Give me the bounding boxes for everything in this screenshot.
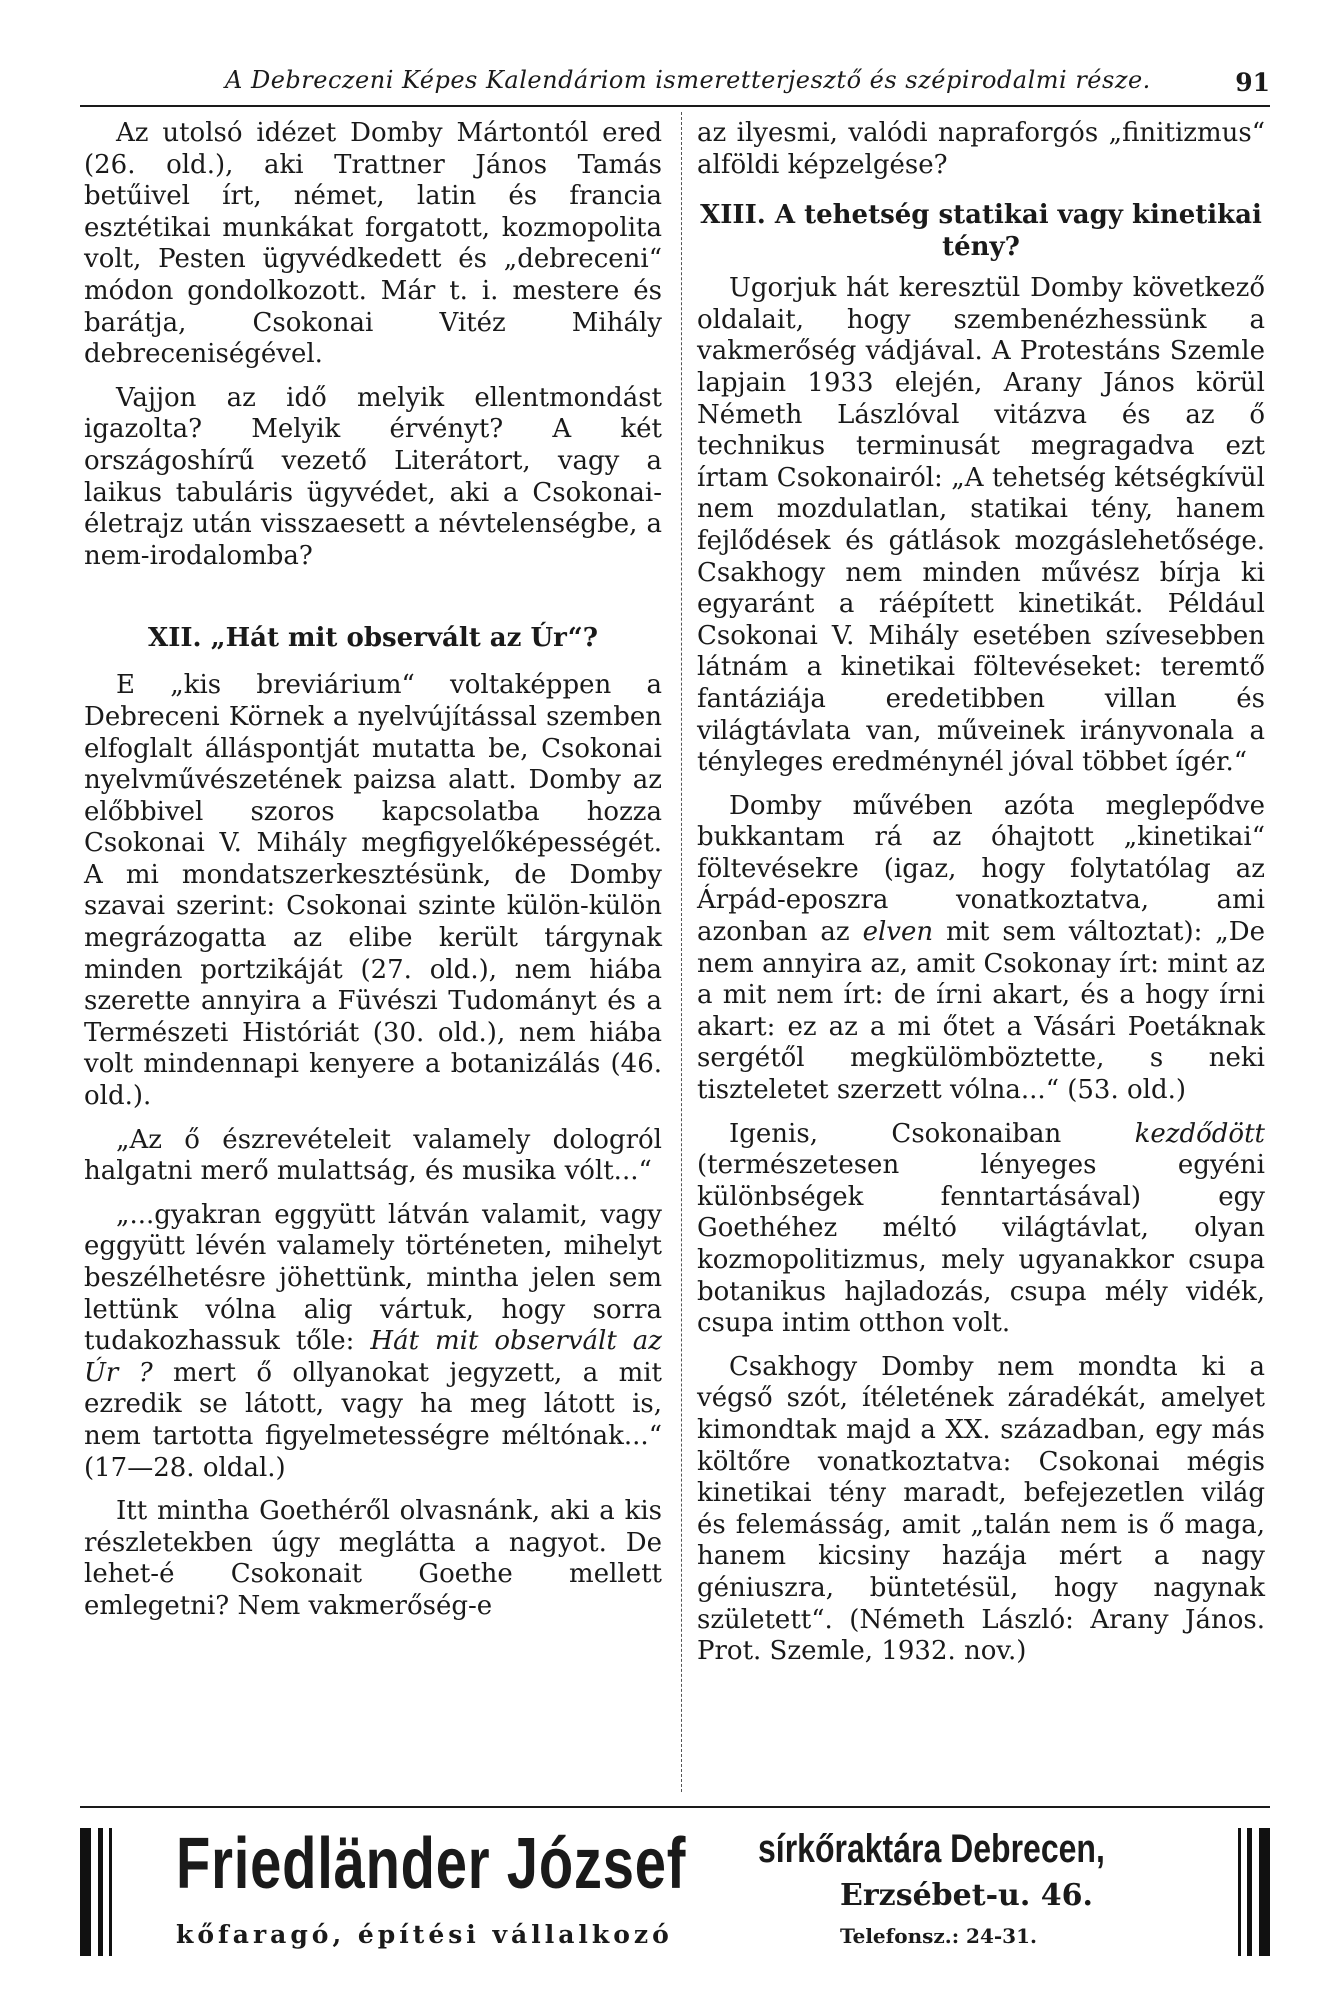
quote-text: mert ő ollyanokat jegyzett, a mit ezredik se látott, vagy ha meg látott is, nem tartotta figyelmetességre méltónak...“ (17—28. oldal.) <box>84 1357 662 1483</box>
paragraph: az ilyesmi, valódi napraforgós „finitizmus“ alföldi képzelgése? <box>697 118 1265 180</box>
quote-paragraph <box>84 1200 662 1484</box>
paragraph: Csakhogy Domby nem mondta ki a végső szót, ítéletének záradékát, amelyet kimondtak majd a XX. században, egy más költőre vonatkoztatva: Csokonai mégis kinetikai tény maradt, befejezetlen világ és felemásság, amit „talán nem is ő maga, hanem kicsiny hazája mért a nagy géniuszra, büntetésül, hogy nagynak született“. (Németh László: Arany János. Prot. Szemle, 1932. nov.) <box>697 1351 1265 1667</box>
advertiser-trade: kőfaragó, építési vállalkozó <box>176 1920 673 1949</box>
paragraph <box>697 791 1265 1107</box>
header-title: A Debreczeni Képes Kalendáriom ismeretterjesztő és szépirodalmi része. <box>225 66 1151 94</box>
paragraph <box>697 1119 1265 1340</box>
advertiser-address: Erzsébet-u. 46. <box>840 1878 1093 1913</box>
quote-text: „...gyakran eggyütt látván valamit, vagy eggyütt lévén valamely történeten, mihelyt beszélhetésre jöhettünk, mintha jelen sem lettünk vólna alig vártuk, hogy sorra tudakozhassuk tőle: <box>84 1199 662 1357</box>
section-heading-xiii: XIII. A tehetség statikai vagy kinetikai tény? <box>700 200 1262 263</box>
quote-emphasis: Hát mit observált az Úr ? <box>84 1326 662 1388</box>
paragraph: E „kis breviárium“ voltaképpen a Debreceni Körnek a nyelvújítással szemben elfoglalt álláspontját mutatta be, Csokonai nyelvművészetének paizsa alatt. Domby az előbbivel szoros kapcsolatba hozza Csokonai V. Mihály megfigyelőképességét. A mi mondatszerkesztésünk, de Domby szavai szerint: Csokonai szinte külön-külön megrázogatta az elibe került tárgynak minden portzikáját (27. old.), nem hiába szerette annyira a Füvészi Tudományt és a Természeti Históriát (30. old.), nem hiába volt mindennapi kenyere a botanizálás (46. old.). <box>84 670 662 1112</box>
advertiser-phone: Telefonsz.: 24-31. <box>840 1924 1037 1948</box>
paragraph: Vajjon az idő melyik ellentmondást igazolta? Melyik érvényt? A két országoshírű vezető Literátort, vagy a laikus tabuláris ügyvédet, aki a Csokonai-életrajz után visszaesett a névtelenségbe, a nem-irodalomba? <box>84 382 662 571</box>
advertiser-name: Friedländer József <box>176 1824 687 1904</box>
header-rule <box>80 105 1270 107</box>
paragraph: Az utolsó idézet Domby Mártontól ered (26. old.), aki Trattner János Tamás betűivel írt, német, latin és francia esztétikai munkákat forgatott, kozmopolita volt, Pesten ügyvédkedett és „debreceni“ módon gondolkozott. Már t. i. mestere és barátja, Csokonai Vitéz Mihály debreceniségével. <box>84 118 662 370</box>
decorative-bar <box>98 1828 103 1956</box>
advertiser-shop: sírkőraktára Debrecen, <box>758 1827 1105 1871</box>
paragraph-text: Domby művében azóta meglepődve bukkantam rá az óhajtott „kinetikai“ föltevésekre (igaz, hogy folytatólag az Árpád-eposzra vonatkoztatva, ami azonban az <box>697 790 1265 948</box>
paragraph-text: mit sem változtat): „De nem annyira az, amit Csokonay írt: mint az a mit nem írt: de írni akart, és a hogy írni akart: ez az a mi őtet a Vásári Poetáknak sergétől megkülömböztette, s neki tiszteletet szerzett vólna...“ (53. old.) <box>697 917 1265 1106</box>
decorative-bar <box>80 1828 91 1956</box>
advertisement <box>80 1816 1270 1974</box>
left-column <box>84 118 662 1623</box>
emphasis: elven <box>862 917 934 948</box>
paragraph-text: (természetesen lényeges egyéni különbségek fenntartásával) egy Goethéhez méltó világtávlat, olyan kozmopolitizmus, mely ugyanakkor csupa botanikus hajladozás, csupa mély vidék, csupa intim otthon volt. <box>697 1150 1265 1339</box>
decorative-bar <box>1238 1828 1241 1956</box>
decorative-bar <box>109 1828 112 1956</box>
paragraph: Ugorjuk hát keresztül Domby következő oldalait, hogy szembenézhessünk a vakmerőség vádjával. A Protestáns Szemle lapjain 1933 elején, Arany János körül Németh Lászlóval vitázva és az ő technikus terminusát megragadva ezt írtam Csokonairól: „A tehetség kétségkívül nem mozdulatlan, statikai tény, hanem fejlődések és gátlások mozgáslehetősége. Csakhogy nem minden művész bírja ki egyaránt a ráépített kinetikát. Például Csokonai V. Mihály esetében szívesebben látnám a kinetikai föltevéseket: teremtő fantáziája eredetibben villan és világtávlata van, műveinek irányvonala a tényleges eredménynél jóval többet ígér.“ <box>697 273 1265 778</box>
decorative-bar <box>1259 1828 1270 1956</box>
section-gap <box>84 584 662 622</box>
advertisement-rule <box>80 1806 1270 1808</box>
section-heading-xii: XII. „Hát mit observált az Úr“? <box>148 623 598 654</box>
paragraph: Itt mintha Goethéről olvasnánk, aki a kis részletekben úgy meglátta a nagyot. De lehet-é Csokonait Goethe mellett emlegetni? Nem vakmerőség-e <box>84 1496 662 1621</box>
emphasis: kezdődött <box>1134 1118 1265 1149</box>
running-header <box>80 62 1270 106</box>
decorative-bar <box>1247 1828 1252 1956</box>
column-divider <box>681 112 682 1792</box>
paragraph-text: Igenis, Csokonaiban <box>729 1118 1135 1149</box>
page-number: 91 <box>1235 68 1270 97</box>
quote-paragraph: „Az ő észrevételeit valamely dologról halgatni merő mulattság, és musika vólt...“ <box>84 1124 662 1187</box>
right-column <box>697 118 1265 1668</box>
